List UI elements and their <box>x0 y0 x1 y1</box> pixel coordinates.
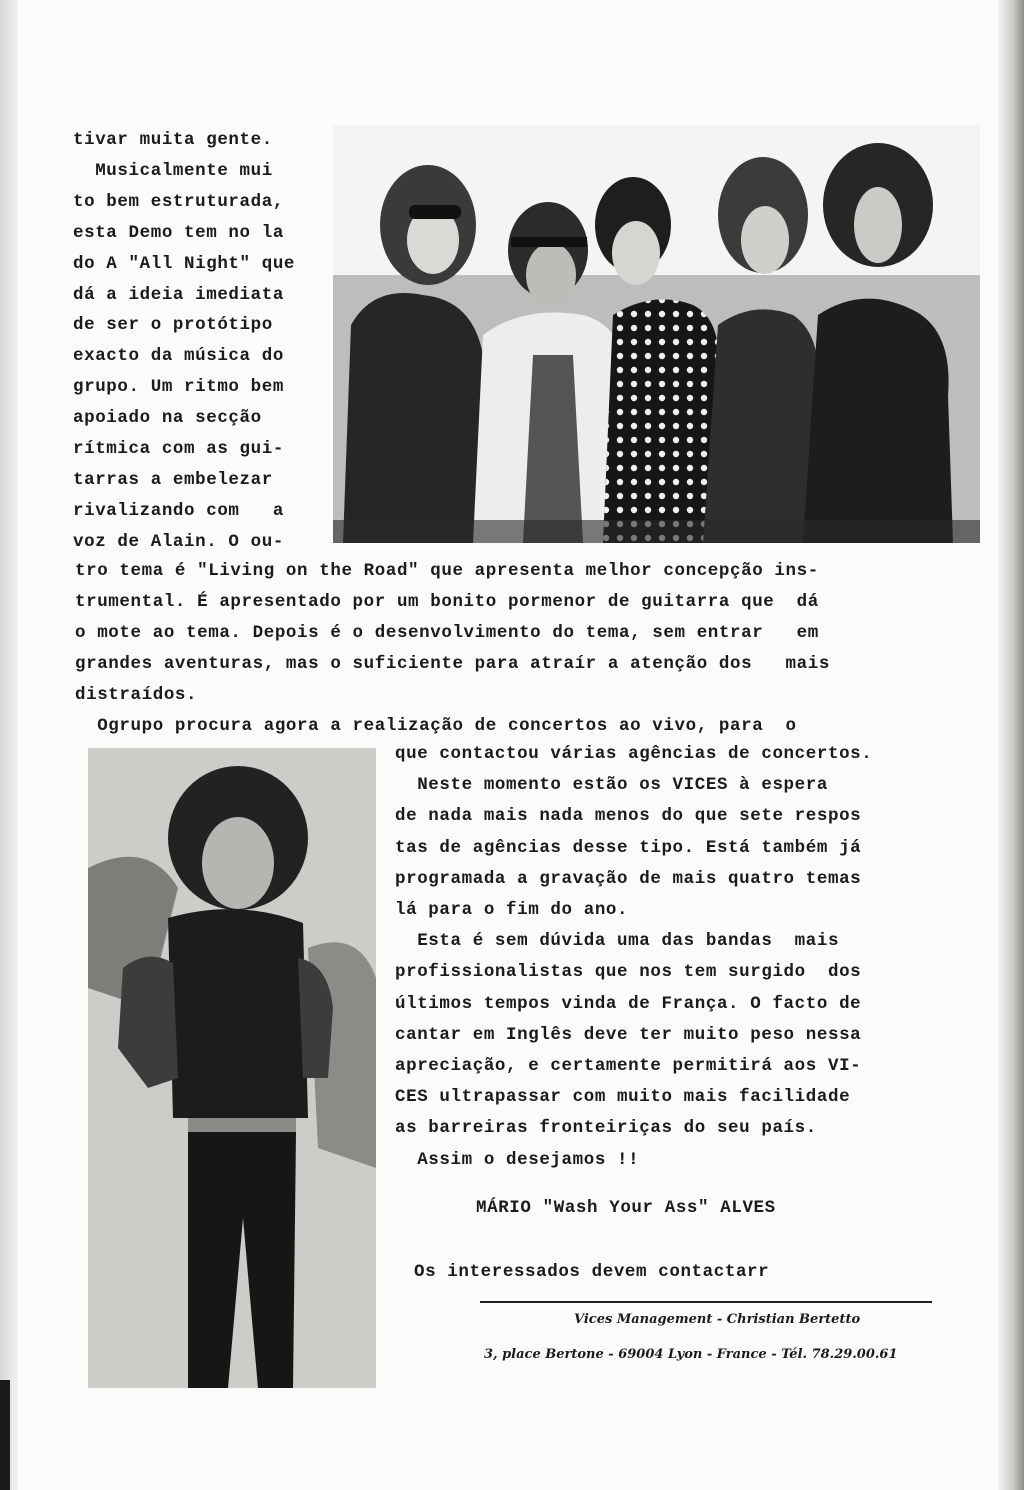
text-line: CES ultrapassar com muito mais facilidade <box>395 1087 851 1108</box>
text-line: de ser o protótipo <box>73 315 273 336</box>
text-line: profissionalistas que nos tem surgido dos <box>395 962 862 983</box>
author-signature: MÁRIO "Wash Your Ass" ALVES <box>476 1198 776 1218</box>
text-line: programada a gravação de mais quatro temas <box>395 868 862 889</box>
text-line: dá a ideia imediata <box>73 284 284 305</box>
band-photo <box>333 125 980 543</box>
page-edge-shadow <box>0 1380 10 1490</box>
text-line: rivalizando com a <box>73 500 284 521</box>
text-line: grandes aventuras, mas o suficiente para atraír a atenção dos mais <box>75 654 830 674</box>
text-line: exacto da música do <box>73 346 284 367</box>
text-line: tas de agências desse tipo. Está também já <box>395 837 862 858</box>
contact-intro: Os interessados devem contactarr <box>414 1262 770 1282</box>
text-line: tivar muita gente. <box>73 130 273 150</box>
page-edge-left <box>0 0 18 1490</box>
divider-rule <box>480 1301 932 1303</box>
text-line: apreciação, e certamente permitirá aos VI- <box>395 1056 862 1076</box>
text-line: do A "All Night" que <box>73 253 296 274</box>
text-line: últimos tempos vinda de França. O facto de <box>395 993 862 1014</box>
text-line: cantar em Inglês deve ter muito peso nessa <box>395 1024 862 1045</box>
text-line: to bem estruturada, <box>73 191 284 212</box>
text-line: tro tema é "Living on the Road" que apresenta melhor concepção ins- <box>75 561 819 581</box>
text-line: esta Demo tem no la <box>73 222 284 243</box>
text-line: Assim o desejamos !! <box>395 1149 640 1170</box>
text-line: Musicalmente mui <box>73 160 273 181</box>
text-line: rítmica com as gui- <box>73 439 284 459</box>
text-line: que contactou várias agências de concertos. <box>395 744 873 764</box>
text-line: grupo. Um ritmo bem <box>73 377 284 398</box>
text-line: apoiado na secção <box>73 408 262 429</box>
text-line: Esta é sem dúvida uma das bandas mais <box>395 931 840 952</box>
contact-address: 3, place Bertone - 69004 Lyon - France - Tél. 78.29.00.61 <box>484 1347 898 1362</box>
text-line: de nada mais nada menos do que sete respos <box>395 806 862 827</box>
musician-photo <box>88 748 376 1388</box>
text-line: Ogrupo procura agora a realização de concertos ao vivo, para o <box>75 716 797 736</box>
text-line: distraídos. <box>75 685 198 705</box>
text-line: trumental. É apresentado por um bonito pormenor de guitarra que dá <box>75 592 819 612</box>
text-line: Neste momento estão os VICES à espera <box>395 775 828 796</box>
text-line: as barreiras fronteiriças do seu país. <box>395 1118 817 1139</box>
contact-management: Vices Management - Christian Bertetto <box>574 1312 861 1327</box>
text-line: lá para o fim do ano. <box>395 900 629 920</box>
text-line: tarras a embelezar <box>73 469 273 490</box>
page-edge-right <box>998 0 1024 1490</box>
text-line: voz de Alain. O ou- <box>73 531 284 552</box>
text-line: o mote ao tema. Depois é o desenvolvimento do tema, sem entrar em <box>75 623 819 643</box>
